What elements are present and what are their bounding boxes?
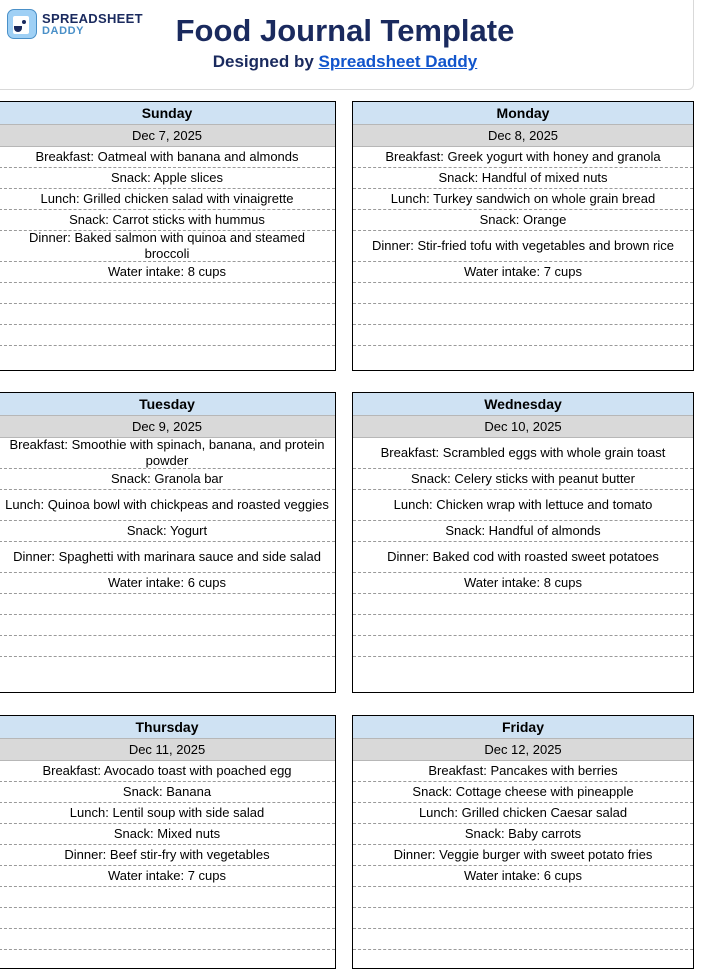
meal-entry[interactable] xyxy=(0,594,335,615)
meal-entry[interactable] xyxy=(0,950,335,971)
meal-entry[interactable] xyxy=(0,887,335,908)
day-name[interactable]: Tuesday xyxy=(0,393,335,416)
meal-entry[interactable]: Snack: Carrot sticks with hummus xyxy=(0,210,335,231)
meal-entry[interactable] xyxy=(353,929,693,950)
meal-entry[interactable]: Breakfast: Smoothie with spinach, banana, and protein powder xyxy=(0,438,335,469)
meal-entry[interactable] xyxy=(353,594,693,615)
day-card-friday xyxy=(352,715,694,969)
meal-entry[interactable] xyxy=(0,636,335,657)
logo-text-line2: DADDY xyxy=(42,25,85,37)
meal-entry[interactable] xyxy=(0,929,335,950)
subtitle-prefix: Designed by xyxy=(212,52,319,71)
meal-entry[interactable] xyxy=(0,304,335,325)
day-card-sunday xyxy=(0,101,336,371)
meal-entry[interactable]: Dinner: Veggie burger with sweet potato fries xyxy=(353,845,693,866)
meal-entry[interactable]: Breakfast: Scrambled eggs with whole grain toast xyxy=(353,438,693,469)
meal-entry[interactable]: Snack: Banana xyxy=(0,782,335,803)
meal-entry[interactable] xyxy=(353,908,693,929)
meal-entry[interactable]: Lunch: Turkey sandwich on whole grain bread xyxy=(353,189,693,210)
page-subtitle xyxy=(0,52,691,72)
meal-entry[interactable] xyxy=(353,636,693,657)
meal-entry[interactable]: Snack: Apple slices xyxy=(0,168,335,189)
meal-entry[interactable] xyxy=(0,908,335,929)
meal-entry[interactable]: Lunch: Quinoa bowl with chickpeas and roasted veggies xyxy=(0,490,335,521)
meal-entry[interactable]: Water intake: 7 cups xyxy=(353,262,693,283)
meal-entry[interactable] xyxy=(353,325,693,346)
meal-entry[interactable] xyxy=(0,283,335,304)
meal-entry[interactable]: Snack: Baby carrots xyxy=(353,824,693,845)
day-date[interactable]: Dec 12, 2025 xyxy=(353,739,693,761)
day-date[interactable]: Dec 7, 2025 xyxy=(0,125,335,147)
meal-entry[interactable]: Dinner: Baked salmon with quinoa and steamed broccoli xyxy=(0,231,335,262)
meal-entry[interactable] xyxy=(353,657,693,678)
day-name[interactable]: Sunday xyxy=(0,102,335,125)
meal-entry[interactable] xyxy=(353,346,693,367)
meal-entry[interactable]: Breakfast: Pancakes with berries xyxy=(353,761,693,782)
meal-entry[interactable]: Snack: Cottage cheese with pineapple xyxy=(353,782,693,803)
meal-entry[interactable] xyxy=(0,657,335,678)
meal-entry[interactable]: Dinner: Spaghetti with marinara sauce and side salad xyxy=(0,542,335,573)
day-card-tuesday xyxy=(0,392,336,693)
day-date[interactable]: Dec 9, 2025 xyxy=(0,416,335,438)
meal-entry[interactable]: Snack: Yogurt xyxy=(0,521,335,542)
meal-entry[interactable] xyxy=(0,325,335,346)
day-name[interactable]: Friday xyxy=(353,716,693,739)
day-name[interactable]: Monday xyxy=(353,102,693,125)
meal-entry[interactable]: Snack: Granola bar xyxy=(0,469,335,490)
day-name[interactable]: Wednesday xyxy=(353,393,693,416)
meal-entry[interactable]: Snack: Mixed nuts xyxy=(0,824,335,845)
meal-entry[interactable]: Dinner: Baked cod with roasted sweet potatoes xyxy=(353,542,693,573)
meal-entry[interactable]: Breakfast: Greek yogurt with honey and granola xyxy=(353,147,693,168)
meal-entry[interactable]: Breakfast: Oatmeal with banana and almonds xyxy=(0,147,335,168)
logo-text-line1: SPREADSHEET xyxy=(42,11,143,26)
meal-entry[interactable]: Dinner: Stir-fried tofu with vegetables and brown rice xyxy=(353,231,693,262)
day-card-wednesday xyxy=(352,392,694,693)
meal-entry[interactable] xyxy=(353,283,693,304)
meal-entry[interactable]: Breakfast: Avocado toast with poached egg xyxy=(0,761,335,782)
meal-entry[interactable]: Water intake: 6 cups xyxy=(353,866,693,887)
header-banner xyxy=(0,0,694,90)
meal-entry[interactable]: Lunch: Grilled chicken salad with vinaigrette xyxy=(0,189,335,210)
meal-entry[interactable] xyxy=(0,346,335,367)
day-date[interactable]: Dec 10, 2025 xyxy=(353,416,693,438)
meal-entry[interactable]: Water intake: 8 cups xyxy=(0,262,335,283)
day-name[interactable]: Thursday xyxy=(0,716,335,739)
meal-entry[interactable]: Lunch: Chicken wrap with lettuce and tomato xyxy=(353,490,693,521)
meal-entry[interactable] xyxy=(0,615,335,636)
meal-entry[interactable] xyxy=(353,304,693,325)
meal-entry[interactable]: Lunch: Grilled chicken Caesar salad xyxy=(353,803,693,824)
meal-entry[interactable]: Snack: Celery sticks with peanut butter xyxy=(353,469,693,490)
meal-entry[interactable] xyxy=(353,615,693,636)
meal-entry[interactable]: Water intake: 8 cups xyxy=(353,573,693,594)
meal-entry[interactable] xyxy=(353,887,693,908)
meal-entry[interactable]: Dinner: Beef stir-fry with vegetables xyxy=(0,845,335,866)
day-card-thursday xyxy=(0,715,336,969)
page-title: Food Journal Template xyxy=(175,13,515,48)
meal-entry[interactable]: Lunch: Lentil soup with side salad xyxy=(0,803,335,824)
day-card-monday xyxy=(352,101,694,371)
meal-entry[interactable] xyxy=(353,950,693,971)
meal-entry[interactable]: Water intake: 7 cups xyxy=(0,866,335,887)
meal-entry[interactable]: Snack: Orange xyxy=(353,210,693,231)
day-date[interactable]: Dec 8, 2025 xyxy=(353,125,693,147)
meal-entry[interactable]: Water intake: 6 cups xyxy=(0,573,335,594)
meal-entry[interactable]: Snack: Handful of almonds xyxy=(353,521,693,542)
spreadsheet-daddy-link[interactable]: Spreadsheet Daddy xyxy=(318,52,478,71)
day-date[interactable]: Dec 11, 2025 xyxy=(0,739,335,761)
meal-entry[interactable]: Snack: Handful of mixed nuts xyxy=(353,168,693,189)
